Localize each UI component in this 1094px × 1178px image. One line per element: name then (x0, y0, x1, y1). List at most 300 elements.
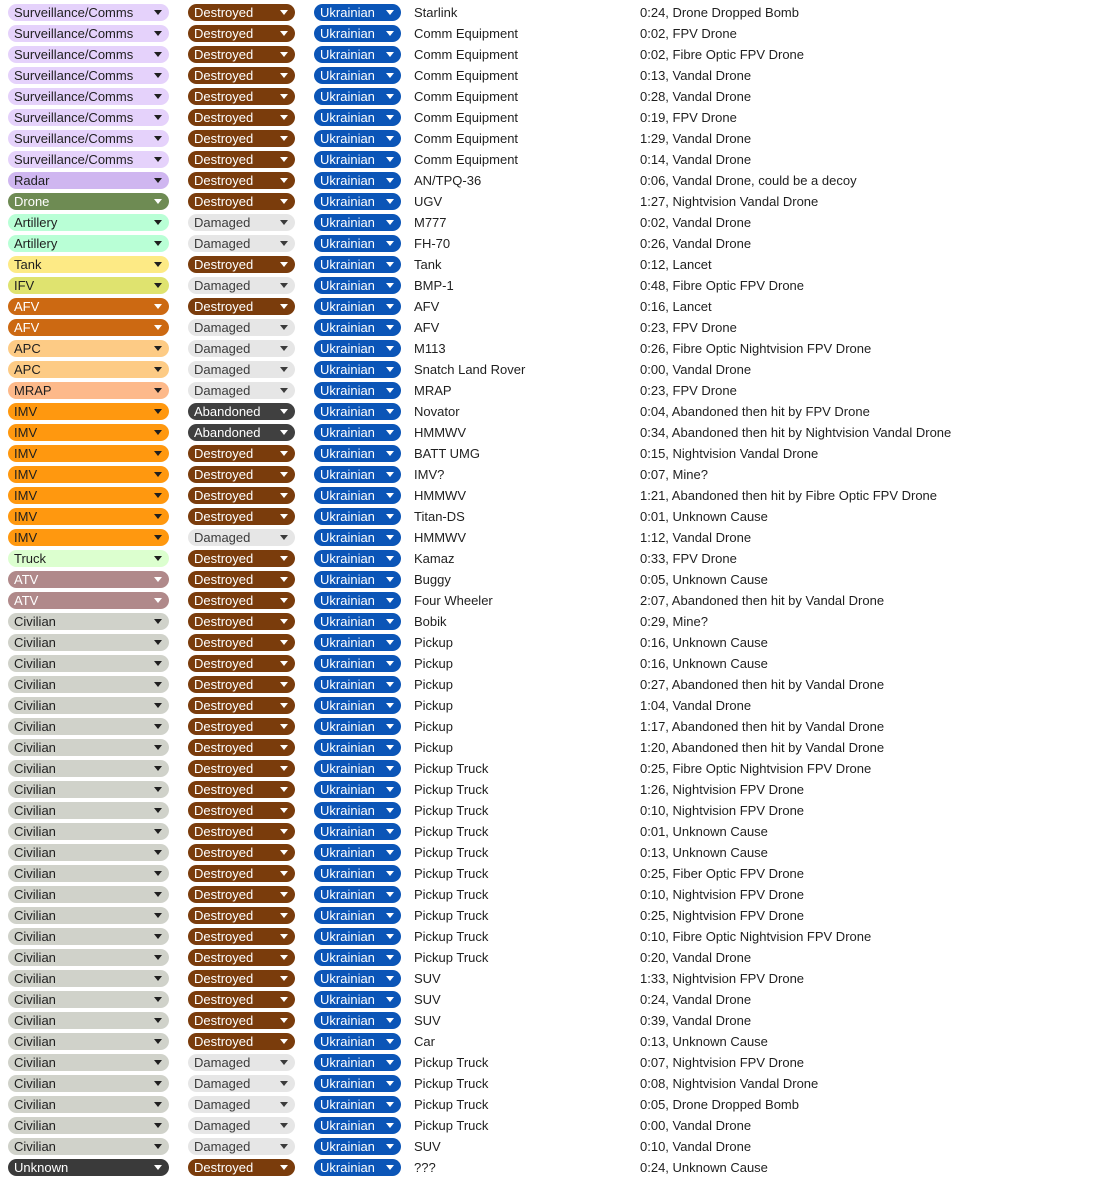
note-cell[interactable]: 0:04, Abandoned then hit by FPV Drone (640, 404, 870, 419)
side-dropdown[interactable] (314, 592, 401, 609)
side-dropdown[interactable] (314, 823, 401, 840)
model-cell[interactable]: FH-70 (414, 236, 451, 251)
status-dropdown[interactable] (188, 928, 295, 945)
model-cell[interactable]: ??? (414, 1160, 436, 1175)
category-dropdown[interactable] (8, 970, 169, 987)
status-dropdown[interactable] (188, 466, 295, 483)
note-cell[interactable]: 0:12, Lancet (640, 257, 712, 272)
category-dropdown[interactable] (8, 1117, 169, 1134)
category-dropdown[interactable] (8, 697, 169, 714)
side-dropdown[interactable] (314, 445, 401, 462)
category-dropdown[interactable] (8, 676, 169, 693)
category-dropdown[interactable] (8, 907, 169, 924)
category-dropdown[interactable] (8, 235, 169, 252)
dropdown-arrow-icon (386, 493, 394, 498)
note-cell[interactable]: 0:19, FPV Drone (640, 110, 737, 125)
side-dropdown[interactable] (314, 718, 401, 735)
table-row (0, 1073, 1094, 1094)
category-dropdown[interactable] (8, 46, 169, 63)
category-dropdown[interactable] (8, 172, 169, 189)
note-cell[interactable]: 0:01, Unknown Cause (640, 509, 768, 524)
category-dropdown[interactable] (8, 655, 169, 672)
note-cell[interactable]: 0:07, Nightvision FPV Drone (640, 1055, 805, 1070)
note-cell[interactable]: 0:16, Unknown Cause (640, 635, 768, 650)
note-cell[interactable]: 0:29, Mine? (640, 614, 708, 629)
dropdown-arrow-icon (154, 157, 162, 162)
category-dropdown[interactable] (8, 949, 169, 966)
note-cell[interactable]: 0:08, Nightvision Vandal Drone (640, 1076, 819, 1091)
side-dropdown[interactable] (314, 277, 401, 294)
category-dropdown[interactable] (8, 277, 169, 294)
category-dropdown[interactable] (8, 445, 169, 462)
category-dropdown[interactable] (8, 4, 169, 21)
status-dropdown[interactable] (188, 256, 295, 273)
model-cell[interactable]: Pickup Truck (414, 782, 489, 797)
side-dropdown[interactable] (314, 193, 401, 210)
model-cell[interactable]: Titan-DS (414, 509, 465, 524)
category-value: Civilian (14, 782, 56, 797)
status-dropdown[interactable] (188, 340, 295, 357)
model-cell[interactable]: HMMWV (414, 425, 466, 440)
status-dropdown[interactable] (188, 697, 295, 714)
side-dropdown[interactable] (314, 508, 401, 525)
note-cell[interactable]: 0:02, Fibre Optic FPV Drone (640, 47, 805, 62)
note-cell[interactable]: 0:25, Fiber Optic FPV Drone (640, 866, 805, 881)
note-cell[interactable]: 0:01, Unknown Cause (640, 824, 768, 839)
side-dropdown[interactable] (314, 886, 401, 903)
model-cell[interactable]: Four Wheeler (414, 593, 493, 608)
dropdown-arrow-icon (280, 220, 288, 225)
status-value: Destroyed (194, 572, 254, 587)
model-cell[interactable]: Pickup Truck (414, 887, 489, 902)
category-dropdown[interactable] (8, 739, 169, 756)
model-cell[interactable]: AN/TPQ-36 (414, 173, 482, 188)
status-dropdown[interactable] (188, 907, 295, 924)
model-cell[interactable]: Pickup (414, 635, 454, 650)
category-dropdown[interactable] (8, 67, 169, 84)
status-dropdown[interactable] (188, 277, 295, 294)
category-dropdown[interactable] (8, 571, 169, 588)
category-dropdown[interactable] (8, 823, 169, 840)
side-dropdown[interactable] (314, 4, 401, 21)
note-cell[interactable]: 0:24, Unknown Cause (640, 1160, 768, 1175)
model-cell[interactable]: BMP-1 (414, 278, 454, 293)
table-row (0, 590, 1094, 611)
note-cell[interactable]: 0:24, Drone Dropped Bomb (640, 5, 799, 20)
model-cell[interactable]: M113 (414, 341, 446, 356)
category-dropdown[interactable] (8, 466, 169, 483)
dropdown-arrow-icon (280, 430, 288, 435)
status-dropdown[interactable] (188, 403, 295, 420)
side-dropdown[interactable] (314, 697, 401, 714)
category-dropdown[interactable] (8, 928, 169, 945)
category-value: Truck (14, 551, 47, 566)
note-cell[interactable]: 1:21, Abandoned then hit by Fibre Optic FPV Drone (640, 488, 938, 503)
side-dropdown[interactable] (314, 865, 401, 882)
model-cell[interactable]: Bobik (414, 614, 447, 629)
side-dropdown[interactable] (314, 991, 401, 1008)
status-dropdown[interactable] (188, 991, 295, 1008)
status-value: Destroyed (194, 635, 254, 650)
model-cell[interactable]: UGV (414, 194, 443, 209)
category-dropdown[interactable] (8, 592, 169, 609)
side-dropdown[interactable] (314, 256, 401, 273)
model-cell[interactable]: Kamaz (414, 551, 455, 566)
status-dropdown[interactable] (188, 1054, 295, 1071)
note-cell[interactable]: 0:00, Vandal Drone (640, 362, 752, 377)
category-dropdown[interactable] (8, 613, 169, 630)
status-dropdown[interactable] (188, 1096, 295, 1113)
status-dropdown[interactable] (188, 25, 295, 42)
model-cell[interactable]: IMV? (414, 467, 445, 482)
side-dropdown[interactable] (314, 676, 401, 693)
note-cell[interactable]: 0:13, Unknown Cause (640, 1034, 768, 1049)
side-dropdown[interactable] (314, 1033, 401, 1050)
model-cell[interactable]: Pickup Truck (414, 1055, 489, 1070)
note-cell[interactable]: 1:27, Nightvision Vandal Drone (640, 194, 819, 209)
category-dropdown[interactable] (8, 214, 169, 231)
note-cell[interactable]: 0:24, Vandal Drone (640, 992, 752, 1007)
side-dropdown[interactable] (314, 1117, 401, 1134)
note-cell[interactable]: 0:16, Unknown Cause (640, 656, 768, 671)
model-cell[interactable]: AFV (414, 299, 440, 314)
side-dropdown[interactable] (314, 487, 401, 504)
category-dropdown[interactable] (8, 25, 169, 42)
model-cell[interactable]: Pickup Truck (414, 761, 489, 776)
note-cell[interactable]: 0:34, Abandoned then hit by Nightvision Vandal Drone (640, 425, 952, 440)
status-dropdown[interactable] (188, 739, 295, 756)
status-dropdown[interactable] (188, 550, 295, 567)
model-cell[interactable]: Pickup (414, 656, 454, 671)
side-dropdown[interactable] (314, 739, 401, 756)
dropdown-arrow-icon (386, 934, 394, 939)
dropdown-arrow-icon (386, 157, 394, 162)
model-cell[interactable]: SUV (414, 992, 441, 1007)
note-cell[interactable]: 0:23, FPV Drone (640, 383, 737, 398)
category-dropdown[interactable] (8, 718, 169, 735)
note-cell[interactable]: 0:02, Vandal Drone (640, 215, 752, 230)
model-cell[interactable]: Comm Equipment (414, 131, 519, 146)
side-value: Ukrainian (320, 698, 375, 713)
status-dropdown[interactable] (188, 382, 295, 399)
side-dropdown[interactable] (314, 907, 401, 924)
status-dropdown[interactable] (188, 949, 295, 966)
side-dropdown[interactable] (314, 634, 401, 651)
category-dropdown[interactable] (8, 1033, 169, 1050)
side-dropdown[interactable] (314, 1054, 401, 1071)
dropdown-arrow-icon (154, 934, 162, 939)
side-dropdown[interactable] (314, 1075, 401, 1092)
note-cell[interactable]: 1:29, Vandal Drone (640, 131, 752, 146)
side-dropdown[interactable] (314, 403, 401, 420)
side-value: Ukrainian (320, 236, 375, 251)
side-dropdown[interactable] (314, 571, 401, 588)
status-dropdown[interactable] (188, 424, 295, 441)
category-dropdown[interactable] (8, 193, 169, 210)
category-dropdown[interactable] (8, 634, 169, 651)
side-dropdown[interactable] (314, 67, 401, 84)
side-dropdown[interactable] (314, 88, 401, 105)
note-cell[interactable]: 1:26, Nightvision FPV Drone (640, 782, 805, 797)
status-dropdown[interactable] (188, 1138, 295, 1155)
category-dropdown[interactable] (8, 781, 169, 798)
model-cell[interactable]: Pickup Truck (414, 950, 489, 965)
side-dropdown[interactable] (314, 424, 401, 441)
note-cell[interactable]: 1:17, Abandoned then hit by Vandal Drone (640, 719, 885, 734)
note-cell[interactable]: 1:20, Abandoned then hit by Vandal Drone (640, 740, 885, 755)
side-dropdown[interactable] (314, 1159, 401, 1176)
category-dropdown[interactable] (8, 1138, 169, 1155)
category-dropdown[interactable] (8, 403, 169, 420)
status-dropdown[interactable] (188, 781, 295, 798)
category-dropdown[interactable] (8, 844, 169, 861)
status-dropdown[interactable] (188, 1033, 295, 1050)
model-cell[interactable]: SUV (414, 971, 441, 986)
model-cell[interactable]: SUV (414, 1139, 441, 1154)
note-cell[interactable]: 1:33, Nightvision FPV Drone (640, 971, 805, 986)
status-dropdown[interactable] (188, 151, 295, 168)
model-cell[interactable]: Comm Equipment (414, 26, 519, 41)
status-dropdown[interactable] (188, 865, 295, 882)
model-cell[interactable]: Pickup Truck (414, 1118, 489, 1133)
status-dropdown[interactable] (188, 361, 295, 378)
category-dropdown[interactable] (8, 319, 169, 336)
status-dropdown[interactable] (188, 445, 295, 462)
model-cell[interactable]: Comm Equipment (414, 47, 519, 62)
status-dropdown[interactable] (188, 802, 295, 819)
side-dropdown[interactable] (314, 25, 401, 42)
side-dropdown[interactable] (314, 550, 401, 567)
status-dropdown[interactable] (188, 886, 295, 903)
side-dropdown[interactable] (314, 1096, 401, 1113)
side-dropdown[interactable] (314, 46, 401, 63)
side-dropdown[interactable] (314, 172, 401, 189)
model-cell[interactable]: BATT UMG (414, 446, 480, 461)
model-cell[interactable]: HMMWV (414, 530, 466, 545)
side-dropdown[interactable] (314, 760, 401, 777)
note-cell[interactable]: 0:48, Fibre Optic FPV Drone (640, 278, 805, 293)
status-dropdown[interactable] (188, 67, 295, 84)
category-dropdown[interactable] (8, 760, 169, 777)
model-cell[interactable]: HMMWV (414, 488, 466, 503)
category-dropdown[interactable] (8, 151, 169, 168)
side-dropdown[interactable] (314, 928, 401, 945)
status-dropdown[interactable] (188, 214, 295, 231)
note-cell[interactable]: 1:12, Vandal Drone (640, 530, 752, 545)
dropdown-arrow-icon (280, 1081, 288, 1086)
side-dropdown[interactable] (314, 1012, 401, 1029)
category-dropdown[interactable] (8, 298, 169, 315)
note-cell[interactable]: 0:14, Vandal Drone (640, 152, 752, 167)
category-dropdown[interactable] (8, 550, 169, 567)
side-dropdown[interactable] (314, 298, 401, 315)
category-dropdown[interactable] (8, 991, 169, 1008)
status-dropdown[interactable] (188, 718, 295, 735)
status-dropdown[interactable] (188, 823, 295, 840)
side-dropdown[interactable] (314, 529, 401, 546)
note-cell[interactable]: 0:06, Vandal Drone, could be a decoy (640, 173, 857, 188)
model-cell[interactable]: Pickup Truck (414, 824, 489, 839)
model-cell[interactable]: Comm Equipment (414, 89, 519, 104)
note-cell[interactable]: 0:25, Fibre Optic Nightvision FPV Drone (640, 761, 872, 776)
model-cell[interactable]: Pickup (414, 740, 454, 755)
note-cell[interactable]: 1:04, Vandal Drone (640, 698, 752, 713)
note-cell[interactable]: 0:15, Nightvision Vandal Drone (640, 446, 819, 461)
status-dropdown[interactable] (188, 1075, 295, 1092)
model-cell[interactable]: Pickup Truck (414, 1097, 489, 1112)
category-dropdown[interactable] (8, 508, 169, 525)
category-dropdown[interactable] (8, 1159, 169, 1176)
status-dropdown[interactable] (188, 487, 295, 504)
model-cell[interactable]: Buggy (414, 572, 451, 587)
note-cell[interactable]: 0:10, Nightvision FPV Drone (640, 803, 805, 818)
status-dropdown[interactable] (188, 235, 295, 252)
dropdown-arrow-icon (386, 913, 394, 918)
status-dropdown[interactable] (188, 529, 295, 546)
category-dropdown[interactable] (8, 1075, 169, 1092)
note-cell[interactable]: 0:02, FPV Drone (640, 26, 737, 41)
note-cell[interactable]: 0:10, Fibre Optic Nightvision FPV Drone (640, 929, 872, 944)
category-dropdown[interactable] (8, 130, 169, 147)
side-dropdown[interactable] (314, 949, 401, 966)
status-dropdown[interactable] (188, 655, 295, 672)
model-cell[interactable]: Pickup Truck (414, 866, 489, 881)
category-dropdown[interactable] (8, 1096, 169, 1113)
note-cell[interactable]: 0:28, Vandal Drone (640, 89, 752, 104)
note-cell[interactable]: 0:07, Mine? (640, 467, 708, 482)
side-dropdown[interactable] (314, 655, 401, 672)
category-dropdown[interactable] (8, 424, 169, 441)
category-dropdown[interactable] (8, 88, 169, 105)
status-dropdown[interactable] (188, 592, 295, 609)
note-cell[interactable]: 0:10, Vandal Drone (640, 1139, 752, 1154)
status-dropdown[interactable] (188, 844, 295, 861)
note-cell[interactable]: 0:20, Vandal Drone (640, 950, 752, 965)
status-dropdown[interactable] (188, 4, 295, 21)
note-cell[interactable]: 0:05, Unknown Cause (640, 572, 768, 587)
status-dropdown[interactable] (188, 298, 295, 315)
side-dropdown[interactable] (314, 382, 401, 399)
status-dropdown[interactable] (188, 760, 295, 777)
model-cell[interactable]: Pickup Truck (414, 803, 489, 818)
side-dropdown[interactable] (314, 361, 401, 378)
category-dropdown[interactable] (8, 865, 169, 882)
note-cell[interactable]: 0:23, FPV Drone (640, 320, 737, 335)
status-dropdown[interactable] (188, 172, 295, 189)
side-dropdown[interactable] (314, 109, 401, 126)
status-dropdown[interactable] (188, 130, 295, 147)
note-cell[interactable]: 0:13, Unknown Cause (640, 845, 768, 860)
category-dropdown[interactable] (8, 256, 169, 273)
model-cell[interactable]: M777 (414, 215, 447, 230)
note-cell[interactable]: 0:16, Lancet (640, 299, 712, 314)
side-dropdown[interactable] (314, 802, 401, 819)
note-cell[interactable]: 0:00, Vandal Drone (640, 1118, 752, 1133)
status-dropdown[interactable] (188, 1012, 295, 1029)
category-dropdown[interactable] (8, 1012, 169, 1029)
note-cell[interactable]: 0:27, Abandoned then hit by Vandal Drone (640, 677, 885, 692)
model-cell[interactable]: Pickup (414, 677, 454, 692)
status-dropdown[interactable] (188, 571, 295, 588)
model-cell[interactable]: Pickup Truck (414, 929, 489, 944)
category-value: AFV (14, 320, 40, 335)
category-dropdown[interactable] (8, 529, 169, 546)
status-dropdown[interactable] (188, 109, 295, 126)
model-cell[interactable]: MRAP (414, 383, 452, 398)
side-dropdown[interactable] (314, 340, 401, 357)
model-cell[interactable]: Pickup (414, 719, 454, 734)
status-dropdown[interactable] (188, 613, 295, 630)
status-dropdown[interactable] (188, 970, 295, 987)
model-cell[interactable]: Starlink (414, 5, 458, 20)
note-cell[interactable]: 0:10, Nightvision FPV Drone (640, 887, 805, 902)
model-cell[interactable]: Novator (414, 404, 460, 419)
side-dropdown[interactable] (314, 466, 401, 483)
status-dropdown[interactable] (188, 193, 295, 210)
side-dropdown[interactable] (314, 970, 401, 987)
side-dropdown[interactable] (314, 130, 401, 147)
model-cell[interactable]: SUV (414, 1013, 441, 1028)
side-dropdown[interactable] (314, 319, 401, 336)
category-dropdown[interactable] (8, 361, 169, 378)
side-dropdown[interactable] (314, 844, 401, 861)
category-dropdown[interactable] (8, 802, 169, 819)
status-dropdown[interactable] (188, 1117, 295, 1134)
category-dropdown[interactable] (8, 340, 169, 357)
category-dropdown[interactable] (8, 109, 169, 126)
model-cell[interactable]: Comm Equipment (414, 110, 519, 125)
status-dropdown[interactable] (188, 88, 295, 105)
model-cell[interactable]: AFV (414, 320, 440, 335)
note-cell[interactable]: 0:26, Fibre Optic Nightvision FPV Drone (640, 341, 872, 356)
category-dropdown[interactable] (8, 487, 169, 504)
model-cell[interactable]: Tank (414, 257, 442, 272)
note-cell[interactable]: 0:39, Vandal Drone (640, 1013, 752, 1028)
model-cell[interactable]: Pickup Truck (414, 908, 489, 923)
category-dropdown[interactable] (8, 382, 169, 399)
side-dropdown[interactable] (314, 235, 401, 252)
side-dropdown[interactable] (314, 214, 401, 231)
model-cell[interactable]: Car (414, 1034, 435, 1049)
status-dropdown[interactable] (188, 634, 295, 651)
status-dropdown[interactable] (188, 676, 295, 693)
category-dropdown[interactable] (8, 886, 169, 903)
status-dropdown[interactable] (188, 508, 295, 525)
model-cell[interactable]: Snatch Land Rover (414, 362, 526, 377)
status-dropdown[interactable] (188, 319, 295, 336)
note-cell[interactable]: 0:05, Drone Dropped Bomb (640, 1097, 799, 1112)
category-value: Civilian (14, 698, 56, 713)
model-cell[interactable]: Pickup (414, 698, 454, 713)
side-dropdown[interactable] (314, 613, 401, 630)
note-cell[interactable]: 0:25, Nightvision FPV Drone (640, 908, 805, 923)
note-cell[interactable]: 0:26, Vandal Drone (640, 236, 752, 251)
category-dropdown[interactable] (8, 1054, 169, 1071)
side-dropdown[interactable] (314, 1138, 401, 1155)
side-dropdown[interactable] (314, 151, 401, 168)
note-cell[interactable]: 2:07, Abandoned then hit by Vandal Drone (640, 593, 885, 608)
note-cell[interactable]: 0:33, FPV Drone (640, 551, 737, 566)
note-cell[interactable]: 0:13, Vandal Drone (640, 68, 752, 83)
model-cell[interactable]: Pickup Truck (414, 1076, 489, 1091)
model-cell[interactable]: Comm Equipment (414, 152, 519, 167)
dropdown-arrow-icon (386, 430, 394, 435)
model-cell[interactable]: Comm Equipment (414, 68, 519, 83)
model-cell[interactable]: Pickup Truck (414, 845, 489, 860)
side-dropdown[interactable] (314, 781, 401, 798)
status-dropdown[interactable] (188, 46, 295, 63)
status-dropdown[interactable] (188, 1159, 295, 1176)
